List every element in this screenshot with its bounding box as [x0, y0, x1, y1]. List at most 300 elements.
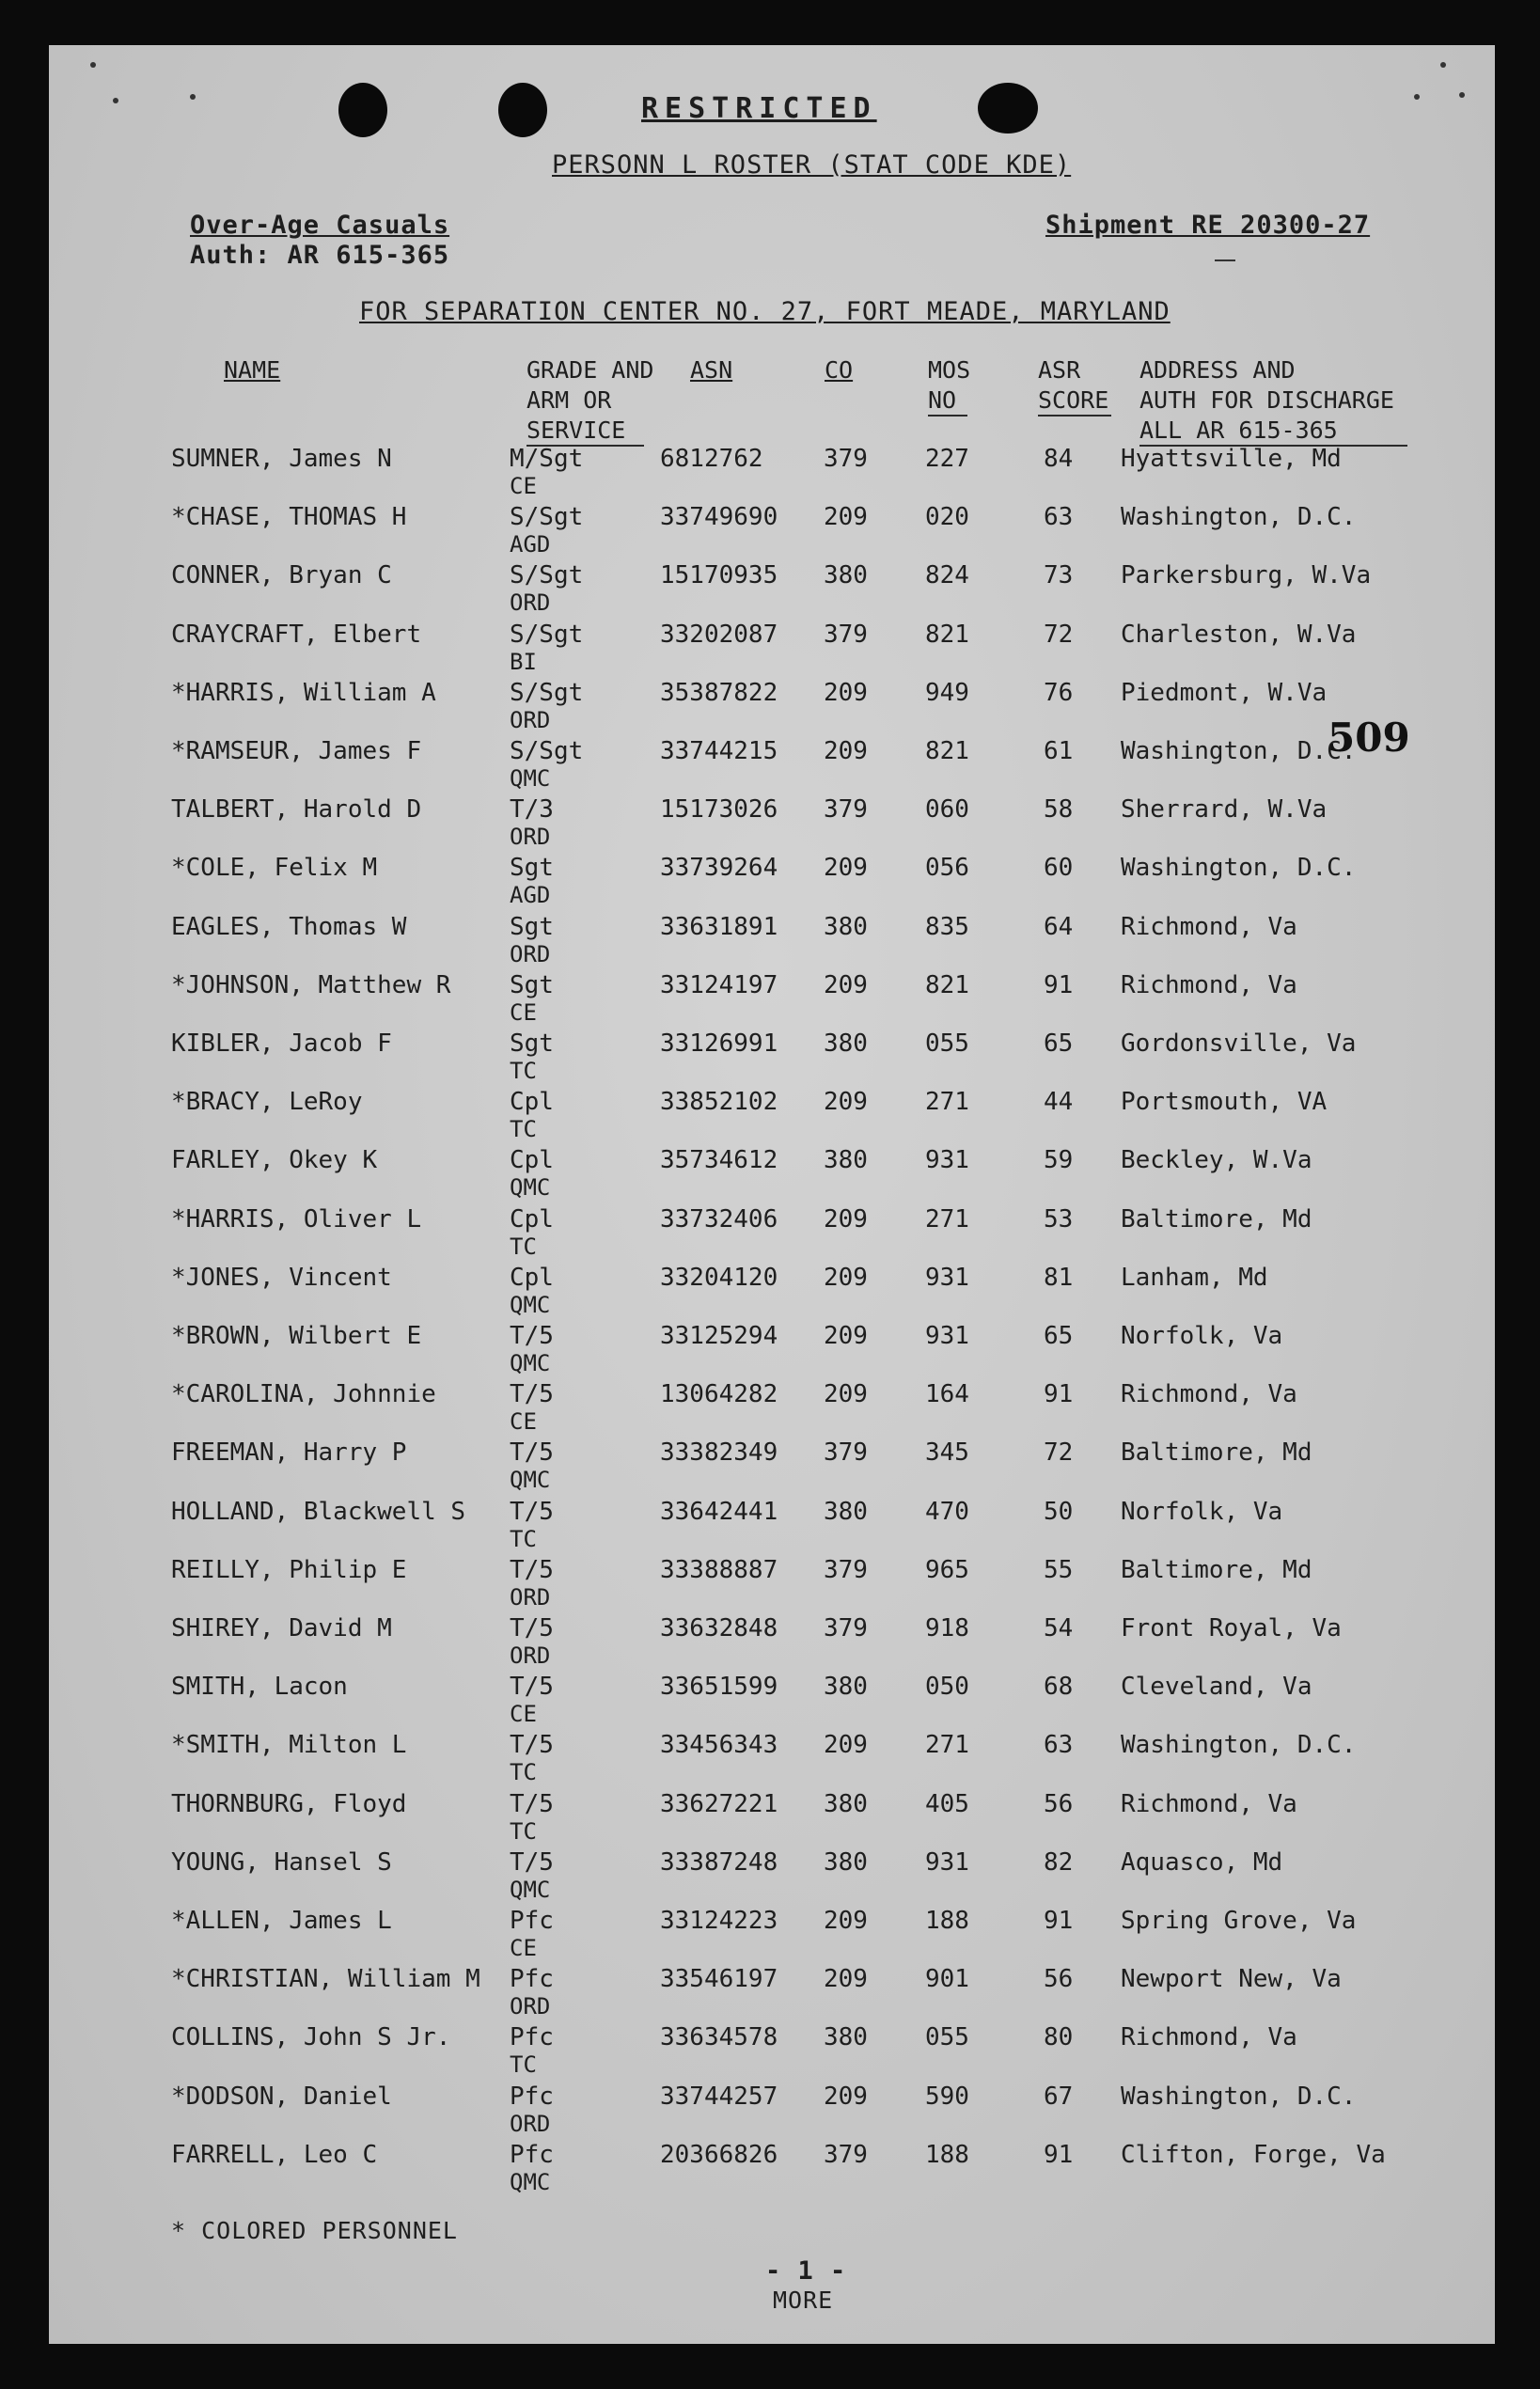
- authority-label: Auth: AR 615-365: [190, 241, 450, 270]
- roster-arm-cell: AGD: [510, 531, 551, 558]
- roster-asr-cell: 73: [1044, 561, 1074, 590]
- roster-arm-cell: TC: [510, 1817, 537, 1845]
- roster-asn-cell: 15170935: [660, 561, 778, 590]
- roster-asr-cell: 82: [1044, 1847, 1074, 1877]
- roster-mos-cell: 405: [925, 1789, 969, 1818]
- roster-name-cell: FARLEY, Okey K: [171, 1146, 378, 1175]
- roster-co-cell: 379: [824, 795, 868, 825]
- speck: [1414, 94, 1420, 100]
- table-row: [49, 1848, 1495, 1907]
- punch-hole: [338, 83, 387, 137]
- roster-arm-cell: ORD: [510, 2110, 551, 2137]
- roster-asr-cell: 55: [1044, 1555, 1074, 1584]
- roster-name-cell: CONNER, Bryan C: [171, 561, 392, 590]
- roster-grade-cell: Pfc: [510, 1965, 554, 1994]
- roster-arm-cell: ORD: [510, 1642, 551, 1669]
- roster-grade-cell: S/Sgt: [510, 620, 584, 649]
- document-page: [49, 45, 1495, 2344]
- roster-asn-cell: 33204120: [660, 1263, 778, 1292]
- roster-asr-cell: 63: [1044, 503, 1074, 532]
- roster-arm-cell: QMC: [510, 1291, 551, 1318]
- footnote: * COLORED PERSONNEL: [171, 2217, 458, 2244]
- roster-mos-cell: 901: [925, 1965, 969, 1994]
- column-header-co: CO: [825, 356, 854, 384]
- roster-asr-cell: 58: [1044, 795, 1074, 825]
- roster-grade-cell: T/5: [510, 1497, 554, 1526]
- table-row: [49, 561, 1495, 620]
- roster-name-cell: *BROWN, Wilbert E: [171, 1322, 422, 1350]
- roster-asr-cell: 91: [1044, 970, 1074, 999]
- roster-arm-cell: CE: [510, 1701, 537, 1728]
- roster-arm-cell: ORD: [510, 1583, 551, 1611]
- roster-asn-cell: 33631891: [660, 912, 778, 941]
- roster-asr-cell: 64: [1044, 912, 1074, 941]
- roster-address-cell: Aquasco, Md: [1121, 1847, 1283, 1877]
- roster-co-cell: 379: [824, 1614, 868, 1642]
- punch-hole: [978, 83, 1038, 134]
- roster-asr-cell: 56: [1044, 1965, 1074, 1994]
- roster-grade-cell: Pfc: [510, 1907, 554, 1935]
- roster-arm-cell: CE: [510, 1935, 537, 1961]
- roster-arm-cell: CE: [510, 1408, 537, 1436]
- roster-name-cell: *CHASE, THOMAS H: [171, 503, 407, 532]
- roster-grade-cell: S/Sgt: [510, 561, 584, 590]
- roster-asr-cell: 61: [1044, 737, 1074, 765]
- roster-name-cell: FARRELL, Leo C: [171, 2140, 378, 2169]
- roster-co-cell: 380: [824, 1847, 868, 1877]
- roster-asn-cell: 20366826: [660, 2140, 778, 2169]
- roster-name-cell: SUMNER, James N: [171, 445, 392, 473]
- roster-mos-cell: 188: [925, 2140, 969, 2169]
- roster-asr-cell: 80: [1044, 2023, 1074, 2052]
- roster-asn-cell: 33382349: [660, 1438, 778, 1468]
- roster-address-cell: Sherrard, W.Va: [1121, 795, 1328, 825]
- roster-name-cell: *CAROLINA, Johnnie: [171, 1380, 436, 1409]
- roster-address-cell: Baltimore, Md: [1121, 1555, 1312, 1584]
- roster-co-cell: 380: [824, 1673, 868, 1702]
- roster-co-cell: 209: [824, 1263, 868, 1292]
- table-row: [49, 1614, 1495, 1673]
- roster-co-cell: 209: [824, 1204, 868, 1234]
- roster-mos-cell: 931: [925, 1847, 969, 1877]
- roster-mos-cell: 821: [925, 737, 969, 765]
- roster-asr-cell: 44: [1044, 1088, 1074, 1117]
- punch-hole: [498, 83, 547, 137]
- roster-asn-cell: 33627221: [660, 1789, 778, 1818]
- roster-co-cell: 209: [824, 2082, 868, 2111]
- roster-grade-cell: Cpl: [510, 1146, 554, 1175]
- roster-asn-cell: 33124223: [660, 1907, 778, 1935]
- roster-arm-cell: QMC: [510, 2168, 551, 2195]
- roster-arm-cell: ORD: [510, 589, 551, 617]
- roster-mos-cell: 055: [925, 1029, 969, 1058]
- table-row: [49, 795, 1495, 854]
- column-header-address: ADDRESS AND AUTH FOR DISCHARGE ALL AR 615-365: [1139, 356, 1394, 444]
- roster-name-cell: FREEMAN, Harry P: [171, 1438, 407, 1468]
- roster-name-cell: *HARRIS, Oliver L: [171, 1204, 422, 1234]
- roster-grade-cell: Cpl: [510, 1088, 554, 1117]
- roster-mos-cell: 470: [925, 1497, 969, 1526]
- roster-co-cell: 379: [824, 2140, 868, 2169]
- roster-address-cell: Newport New, Va: [1121, 1965, 1342, 1994]
- roster-name-cell: YOUNG, Hansel S: [171, 1847, 392, 1877]
- roster-co-cell: 379: [824, 1438, 868, 1468]
- roster-asn-cell: 33744215: [660, 737, 778, 765]
- roster-arm-cell: CE: [510, 998, 537, 1026]
- roster-asr-cell: 53: [1044, 1204, 1074, 1234]
- roster-arm-cell: ORD: [510, 1993, 551, 2020]
- speck: [113, 98, 118, 103]
- roster-asn-cell: 15173026: [660, 795, 778, 825]
- roster-address-cell: Beckley, W.Va: [1121, 1146, 1312, 1175]
- roster-asn-cell: 33546197: [660, 1965, 778, 1994]
- roster-grade-cell: S/Sgt: [510, 737, 584, 765]
- table-row: [49, 2023, 1495, 2082]
- roster-grade-cell: Sgt: [510, 912, 554, 941]
- roster-address-cell: Washington, D.C.: [1121, 1731, 1357, 1760]
- roster-mos-cell: 931: [925, 1263, 969, 1292]
- roster-co-cell: 209: [824, 1907, 868, 1935]
- roster-name-cell: *BRACY, LeRoy: [171, 1088, 363, 1117]
- roster-address-cell: Richmond, Va: [1121, 2023, 1297, 2052]
- speck: [1440, 62, 1446, 68]
- roster-name-cell: HOLLAND, Blackwell S: [171, 1497, 466, 1526]
- table-row: [49, 679, 1495, 737]
- table-row: [49, 1965, 1495, 2023]
- roster-co-cell: 209: [824, 854, 868, 883]
- roster-asr-cell: 65: [1044, 1322, 1074, 1350]
- roster-address-cell: Richmond, Va: [1121, 1380, 1297, 1409]
- roster-address-cell: Washington, D.C.: [1121, 2082, 1357, 2111]
- roster-asn-cell: 33456343: [660, 1731, 778, 1760]
- roster-name-cell: *JONES, Vincent: [171, 1263, 392, 1292]
- roster-asn-cell: 33852102: [660, 1088, 778, 1117]
- roster-mos-cell: 821: [925, 620, 969, 649]
- roster-name-cell: REILLY, Philip E: [171, 1555, 407, 1584]
- table-row: [49, 1146, 1495, 1204]
- roster-mos-cell: 050: [925, 1673, 969, 1702]
- roster-name-cell: SHIREY, David M: [171, 1614, 392, 1642]
- roster-asn-cell: 33651599: [660, 1673, 778, 1702]
- roster-asn-cell: 33749690: [660, 503, 778, 532]
- table-row: [49, 1438, 1495, 1497]
- table-row: [49, 1205, 1495, 1264]
- roster-asr-cell: 59: [1044, 1146, 1074, 1175]
- roster-name-cell: *JOHNSON, Matthew R: [171, 970, 451, 999]
- roster-grade-cell: Cpl: [510, 1263, 554, 1292]
- table-row: [49, 2141, 1495, 2199]
- roster-arm-cell: QMC: [510, 1174, 551, 1202]
- roster-arm-cell: ORD: [510, 706, 551, 733]
- roster-address-cell: Washington, D.C.: [1121, 503, 1357, 532]
- classification-heading: RESTRICTED: [641, 92, 877, 125]
- roster-asn-cell: 33632848: [660, 1614, 778, 1642]
- roster-co-cell: 380: [824, 1789, 868, 1818]
- roster-address-cell: Washington, D.C.: [1121, 737, 1357, 765]
- page-stamp: 509: [1328, 715, 1410, 761]
- roster-co-cell: 380: [824, 1497, 868, 1526]
- column-header-asr: ASR SCORE: [1038, 356, 1109, 414]
- roster-mos-cell: 821: [925, 970, 969, 999]
- roster-asr-cell: 84: [1044, 445, 1074, 473]
- roster-address-cell: Baltimore, Md: [1121, 1204, 1312, 1234]
- roster-asr-cell: 91: [1044, 2140, 1074, 2169]
- table-row: [49, 1790, 1495, 1848]
- roster-mos-cell: 345: [925, 1438, 969, 1468]
- roster-arm-cell: ORD: [510, 940, 551, 967]
- roster-asr-cell: 81: [1044, 1263, 1074, 1292]
- roster-grade-cell: Sgt: [510, 1029, 554, 1058]
- table-row: [49, 1322, 1495, 1380]
- roster-grade-cell: T/5: [510, 1438, 554, 1468]
- roster-mos-cell: 590: [925, 2082, 969, 2111]
- roster-grade-cell: Pfc: [510, 2082, 554, 2111]
- roster-asn-cell: 33124197: [660, 970, 778, 999]
- roster-grade-cell: Pfc: [510, 2140, 554, 2169]
- roster-arm-cell: CE: [510, 473, 537, 499]
- roster-mos-cell: 824: [925, 561, 969, 590]
- table-row: [49, 737, 1495, 795]
- roster-name-cell: *CHRISTIAN, William M: [171, 1965, 480, 1994]
- roster-asn-cell: 33126991: [660, 1029, 778, 1058]
- roster-grade-cell: T/5: [510, 1380, 554, 1409]
- roster-address-cell: Richmond, Va: [1121, 970, 1297, 999]
- roster-name-cell: *SMITH, Milton L: [171, 1731, 407, 1760]
- roster-asr-cell: 50: [1044, 1497, 1074, 1526]
- roster-name-cell: CRAYCRAFT, Elbert: [171, 620, 422, 649]
- roster-asr-cell: 76: [1044, 678, 1074, 707]
- roster-name-cell: THORNBURG, Floyd: [171, 1789, 407, 1818]
- roster-arm-cell: TC: [510, 1525, 537, 1552]
- roster-arm-cell: ORD: [510, 824, 551, 851]
- roster-mos-cell: 271: [925, 1088, 969, 1117]
- roster-mos-cell: 965: [925, 1555, 969, 1584]
- roster-asr-cell: 67: [1044, 2082, 1074, 2111]
- header-underline: [928, 415, 967, 417]
- roster-address-cell: Lanham, Md: [1121, 1263, 1268, 1292]
- roster-mos-cell: 188: [925, 1907, 969, 1935]
- roster-address-cell: Charleston, W.Va: [1121, 620, 1357, 649]
- table-row: [49, 854, 1495, 912]
- roster-mos-cell: 060: [925, 795, 969, 825]
- roster-address-cell: Richmond, Va: [1121, 1789, 1297, 1818]
- speck: [90, 62, 96, 68]
- roster-arm-cell: TC: [510, 2051, 537, 2079]
- roster-co-cell: 379: [824, 445, 868, 473]
- roster-name-cell: *DODSON, Daniel: [171, 2082, 392, 2111]
- roster-co-cell: 379: [824, 620, 868, 649]
- group-label: Over-Age Casuals: [190, 211, 450, 240]
- column-header-grade: GRADE AND ARM OR SERVICE: [526, 356, 654, 444]
- roster-name-cell: TALBERT, Harold D: [171, 795, 422, 825]
- roster-name-cell: KIBLER, Jacob F: [171, 1029, 392, 1058]
- roster-co-cell: 209: [824, 970, 868, 999]
- roster-grade-cell: T/5: [510, 1789, 554, 1818]
- roster-address-cell: Hyattsville, Md: [1121, 445, 1342, 473]
- roster-grade-cell: S/Sgt: [510, 503, 584, 532]
- table-row: [49, 2083, 1495, 2141]
- roster-arm-cell: QMC: [510, 1876, 551, 1903]
- roster-address-cell: Baltimore, Md: [1121, 1438, 1312, 1468]
- roster-name-cell: *RAMSEUR, James F: [171, 737, 422, 765]
- page-number: - 1 -: [765, 2256, 847, 2286]
- roster-grade-cell: Sgt: [510, 970, 554, 999]
- roster-arm-cell: TC: [510, 1233, 537, 1260]
- roster-arm-cell: QMC: [510, 1467, 551, 1494]
- roster-co-cell: 380: [824, 912, 868, 941]
- roster-mos-cell: 835: [925, 912, 969, 941]
- roster-mos-cell: 056: [925, 854, 969, 883]
- roster-grade-cell: S/Sgt: [510, 678, 584, 707]
- table-row: [49, 1498, 1495, 1556]
- speck: [1459, 92, 1465, 98]
- roster-asn-cell: 33739264: [660, 854, 778, 883]
- roster-grade-cell: T/5: [510, 1322, 554, 1350]
- roster-asr-cell: 63: [1044, 1731, 1074, 1760]
- roster-co-cell: 209: [824, 1380, 868, 1409]
- roster-asn-cell: 33388887: [660, 1555, 778, 1584]
- roster-co-cell: 380: [824, 2023, 868, 2052]
- roster-address-cell: Parkersburg, W.Va: [1121, 561, 1372, 590]
- roster-address-cell: Gordonsville, Va: [1121, 1029, 1357, 1058]
- roster-name-cell: *COLE, Felix M: [171, 854, 378, 883]
- roster-mos-cell: 227: [925, 445, 969, 473]
- table-row: [49, 621, 1495, 679]
- roster-mos-cell: 055: [925, 2023, 969, 2052]
- roster-name-cell: SMITH, Lacon: [171, 1673, 348, 1702]
- roster-asn-cell: 33732406: [660, 1204, 778, 1234]
- roster-address-cell: Front Royal, Va: [1121, 1614, 1342, 1642]
- table-row: [49, 1380, 1495, 1438]
- roster-grade-cell: Pfc: [510, 2023, 554, 2052]
- roster-address-cell: Piedmont, W.Va: [1121, 678, 1328, 707]
- roster-title: PERSONN L ROSTER (STAT CODE KDE): [552, 150, 1072, 180]
- roster-asr-cell: 60: [1044, 854, 1074, 883]
- roster-co-cell: 380: [824, 561, 868, 590]
- roster-co-cell: 209: [824, 1322, 868, 1350]
- roster-asn-cell: 6812762: [660, 445, 763, 473]
- roster-name-cell: *HARRIS, William A: [171, 678, 436, 707]
- table-row: [49, 913, 1495, 971]
- table-row: [49, 503, 1495, 561]
- table-row: [49, 1556, 1495, 1614]
- roster-co-cell: 209: [824, 1731, 868, 1760]
- roster-asr-cell: 72: [1044, 620, 1074, 649]
- roster-arm-cell: TC: [510, 1058, 537, 1084]
- roster-co-cell: 209: [824, 1965, 868, 1994]
- roster-asr-cell: 68: [1044, 1673, 1074, 1702]
- roster-address-cell: Clifton, Forge, Va: [1121, 2140, 1386, 2169]
- roster-asn-cell: 33202087: [660, 620, 778, 649]
- roster-co-cell: 209: [824, 503, 868, 532]
- roster-arm-cell: TC: [510, 1116, 537, 1143]
- roster-arm-cell: QMC: [510, 765, 551, 792]
- roster-address-cell: Norfolk, Va: [1121, 1322, 1283, 1350]
- roster-mos-cell: 164: [925, 1380, 969, 1409]
- roster-arm-cell: TC: [510, 1759, 537, 1786]
- roster-name-cell: COLLINS, John S Jr.: [171, 2023, 451, 2052]
- table-row: [49, 1907, 1495, 1965]
- roster-address-cell: Norfolk, Va: [1121, 1497, 1283, 1526]
- speck: [190, 94, 196, 100]
- roster-address-cell: Cleveland, Va: [1121, 1673, 1312, 1702]
- roster-co-cell: 209: [824, 737, 868, 765]
- shipment-label: Shipment RE 20300-27: [1045, 211, 1371, 240]
- roster-grade-cell: T/5: [510, 1847, 554, 1877]
- roster-mos-cell: 931: [925, 1322, 969, 1350]
- roster-mos-cell: 271: [925, 1731, 969, 1760]
- destination-heading: FOR SEPARATION CENTER NO. 27, FORT MEADE, MARYLAND: [359, 297, 1171, 326]
- header-underline: [1038, 415, 1111, 417]
- roster-name-cell: *ALLEN, James L: [171, 1907, 392, 1935]
- roster-arm-cell: AGD: [510, 882, 551, 909]
- roster-grade-cell: T/5: [510, 1673, 554, 1702]
- roster-co-cell: 209: [824, 678, 868, 707]
- roster-asn-cell: 33634578: [660, 2023, 778, 2052]
- roster-asn-cell: 33387248: [660, 1847, 778, 1877]
- table-row: [49, 1088, 1495, 1146]
- roster-mos-cell: 949: [925, 678, 969, 707]
- continued-label: MORE: [773, 2287, 834, 2314]
- roster-mos-cell: 931: [925, 1146, 969, 1175]
- table-row: [49, 1264, 1495, 1322]
- roster-asn-cell: 13064282: [660, 1380, 778, 1409]
- table-row: [49, 971, 1495, 1029]
- roster-asn-cell: 35387822: [660, 678, 778, 707]
- roster-grade-cell: T/5: [510, 1731, 554, 1760]
- roster-grade-cell: T/5: [510, 1614, 554, 1642]
- roster-grade-cell: Cpl: [510, 1204, 554, 1234]
- column-header-mos: MOS NO: [928, 356, 971, 414]
- roster-asr-cell: 91: [1044, 1907, 1074, 1935]
- roster-co-cell: 380: [824, 1146, 868, 1175]
- column-header-asn: ASN: [690, 356, 733, 384]
- roster-asr-cell: 91: [1044, 1380, 1074, 1409]
- roster-asr-cell: 56: [1044, 1789, 1074, 1818]
- roster-address-cell: Richmond, Va: [1121, 912, 1297, 941]
- roster-co-cell: 380: [824, 1029, 868, 1058]
- roster-co-cell: 209: [824, 1088, 868, 1117]
- roster-grade-cell: T/5: [510, 1555, 554, 1584]
- roster-grade-cell: M/Sgt: [510, 445, 584, 473]
- roster-asn-cell: 33125294: [660, 1322, 778, 1350]
- roster-address-cell: Spring Grove, Va: [1121, 1907, 1357, 1935]
- roster-co-cell: 379: [824, 1555, 868, 1584]
- column-header-name: NAME: [224, 356, 281, 384]
- roster-mos-cell: 918: [925, 1614, 969, 1642]
- roster-mos-cell: 271: [925, 1204, 969, 1234]
- roster-address-cell: Portsmouth, VA: [1121, 1088, 1328, 1117]
- roster-asn-cell: 33642441: [660, 1497, 778, 1526]
- roster-asn-cell: 33744257: [660, 2082, 778, 2111]
- roster-asr-cell: 54: [1044, 1614, 1074, 1642]
- roster-arm-cell: BI: [510, 648, 537, 675]
- roster-name-cell: EAGLES, Thomas W: [171, 912, 407, 941]
- table-row: [49, 445, 1495, 503]
- table-row: [49, 1029, 1495, 1088]
- roster-asr-cell: 72: [1044, 1438, 1074, 1468]
- roster-grade-cell: Sgt: [510, 854, 554, 883]
- roster-address-cell: Washington, D.C.: [1121, 854, 1357, 883]
- roster-asr-cell: 65: [1044, 1029, 1074, 1058]
- table-row: [49, 1731, 1495, 1789]
- roster-arm-cell: QMC: [510, 1350, 551, 1376]
- table-row: [49, 1673, 1495, 1731]
- divider: [1215, 259, 1235, 261]
- roster-mos-cell: 020: [925, 503, 969, 532]
- roster-asn-cell: 35734612: [660, 1146, 778, 1175]
- roster-grade-cell: T/3: [510, 795, 554, 825]
